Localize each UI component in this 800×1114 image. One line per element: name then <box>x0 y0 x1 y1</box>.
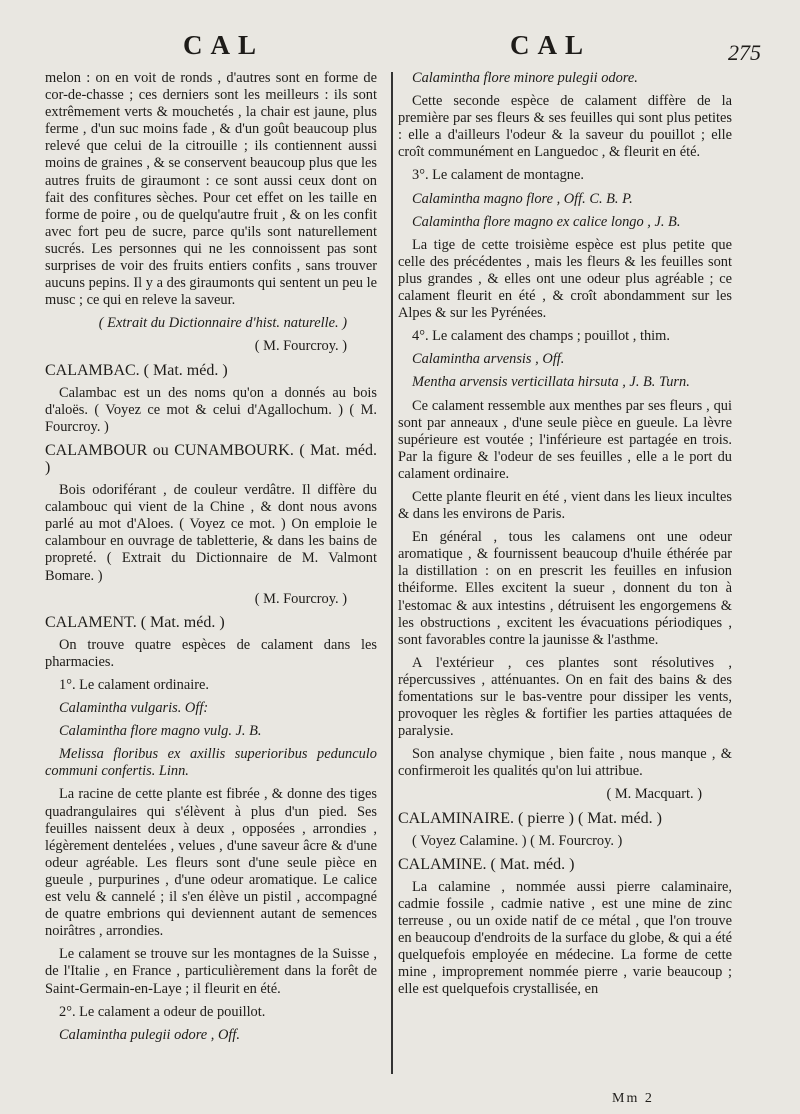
signature-mark: Mm 2 <box>612 1091 654 1106</box>
paragraph: On trouve quatre espèces de calament dans les pharmacies. <box>45 636 377 670</box>
paragraph: Le calament se trouve sur les montagnes de la Suisse , de l'Italie , en France , particulièrement dans la forêt de Saint-Germain-en-Laye ; il fleurit en été. <box>45 946 377 997</box>
paragraph: ( Voyez Calamine. ) ( M. Fourcroy. ) <box>412 832 623 849</box>
paragraph: ( M. Fourcroy. ) <box>254 590 347 607</box>
left-column <box>45 70 377 1050</box>
paragraph: En général , tous les calamens ont une odeur aromatique , & fournissent beaucoup d'huile éthérée par la distillation : on en prescrit les feuilles en infusion théiforme. Elles excitent la sueur , donnent du ton à l'estomac & aux intestins , détruisent les engorgemens & les obstructions , excitent les évacuations périodiques , sont favorables contre la jaunisse & l'asthme. <box>398 529 732 648</box>
page-number: 275 <box>728 40 761 65</box>
paragraph: ( Extrait du Dictionnaire d'hist. naturelle. ) <box>98 315 347 332</box>
paragraph: Cette seconde espèce de calament diffère de la première par ses fleurs & ses feuilles qui sont plus petites : elle a d'ailleurs l'odeur & la saveur du pouillot ; elle croît communément en Languedoc , & fleurit en été. <box>398 93 732 161</box>
paragraph: A l'extérieur , ces plantes sont résolutives , répercussives , atténuantes. On en fait des bains & des fomentations sur le bas-ventre pour dissiper les vents, provoquer les règles & fortifier les parties attaquées de paralysie. <box>398 654 732 740</box>
entry-headword: CALAMENT. ( Mat. méd. ) <box>45 613 225 631</box>
paragraph: Calamintha pulegii odore , Off. <box>59 1026 240 1043</box>
paragraph: La tige de cette troisième espèce est plus petite que celle des précédentes , mais les fleurs & les feuilles sont plus grandes , & elles ont une odeur plus agréable ; ce calament fleurit en été , & croît abondamment sur les Alpes & sur les Pyrénées. <box>398 236 732 322</box>
right-column <box>398 70 732 1005</box>
entry-headword: CALAMINAIRE. ( pierre ) ( Mat. méd. ) <box>398 809 662 827</box>
entry-headword: CALAMBAC. ( Mat. méd. ) <box>45 361 228 379</box>
running-head-right: CAL <box>510 30 592 60</box>
paragraph: Melissa floribus ex axillis superioribus pedunculo communi confertis. Linn. <box>45 746 377 780</box>
paragraph: Calamintha flore magno vulg. J. B. <box>59 723 262 740</box>
entry-headword: CALAMBOUR ou CUNAMBOURK. ( Mat. méd. ) <box>45 441 377 476</box>
paragraph: Bois odoriférant , de couleur verdâtre. Il diffère du calambouc qui vient de la Chine , & dont nous avons parlé au mot d'Aloes. ( Voyez ce mot. ) On emploie le calambour en ouvrage de tabletterie, & dans les bains de propreté. ( Extrait du Dictionnaire de M. Valmont Bomare. ) <box>45 482 377 584</box>
paragraph: La racine de cette plante est fibrée , & donne des tiges quadrangulaires qui s'élèvent à plus d'un pied. Ses feuilles naissent deux à deux , opposées , arrondies , légèrement dentelées , velues , d'une saveur âcre & d'une odeur agréable. Les fleurs sont d'une seule pièce en gueule , purpurines , d'une odeur aromatique. Le calice est velu & cannelé ; il s'en élève un pistil , accompagné de quatre embrions qui deviennent autant de semences noirâtres , arrondies. <box>45 786 377 940</box>
paragraph: Calamintha vulgaris. Off: <box>59 700 209 717</box>
paragraph: La calamine , nommée aussi pierre calaminaire, cadmie fossile , cadmie native , est une mine de zinc terreuse , ou un oxide natif de ce métal , que l'on trouve en beaucoup d'endroits de la surface du globe, & qui a été quelquefois employée en médecine. La forme de cette mine , improprement nommée pierre , varie beaucoup ; elle est quelquefois crystallisée, en <box>398 878 732 998</box>
paragraph: Calamintha magno flore , Off. C. B. P. <box>412 190 633 207</box>
paragraph: Ce calament ressemble aux menthes par ses fleurs , qui sont par anneaux , d'une seule pièce en gueule. La lèvre supérieure est voutée ; l'inférieure est partagée en trois. Par la figure & l'odeur de ses feuilles , elle a le port du calament ordinaire. <box>398 397 732 482</box>
paragraph: 3°. Le calament de montagne. <box>412 167 584 184</box>
paragraph: Mentha arvensis verticillata hirsuta , J. B. Turn. <box>412 374 690 391</box>
paragraph: 4°. Le calament des champs ; pouillot , thim. <box>412 328 670 345</box>
entry-headword: CALAMINE. ( Mat. méd. ) <box>398 855 575 873</box>
paragraph: ( M. Macquart. ) <box>606 786 702 803</box>
paragraph: ( M. Fourcroy. ) <box>254 338 347 355</box>
paragraph: Calamintha flore minore pulegii odore. <box>412 70 638 86</box>
paragraph: Calamintha arvensis , Off. <box>412 351 565 368</box>
paragraph: 2°. Le calament a odeur de pouillot. <box>59 1003 266 1020</box>
column-divider <box>391 72 393 1074</box>
paragraph: 1°. Le calament ordinaire. <box>59 677 209 693</box>
paragraph: Son analyse chymique , bien faite , nous manque , & confirmeroit les qualités qu'on lui attribue. <box>398 746 732 780</box>
running-head-left: CAL <box>183 30 265 60</box>
paragraph: Cette plante fleurit en été , vient dans les lieux incultes & dans les environs de Paris. <box>398 488 732 523</box>
paragraph: Calambac est un des noms qu'on a donnés au bois d'aloës. ( Voyez ce mot & celui d'Agallochum. ) ( M. Fourcroy. ) <box>45 384 377 435</box>
paragraph: Calamintha flore magno ex calice longo , J. B. <box>412 213 681 230</box>
paragraph: melon : on en voit de ronds , d'autres sont en forme de cor-de-chasse ; ces derniers sont les meilleurs : ils sont extrêmement verts & mouchetés , la chair est jaune, plus ferme , d'un suc moins fade , & d'un goût beaucoup plus relevé que celui de la citrouille ; ils contiennent aussi moins de graines , & se conservent beaucoup plus que les autres fruits de giraumont : ce sont aussi ceux dont on fait des confitures sèches. Pour cet effet on les taille en forme de poire , ou de quelqu'autre fruit , & on les confit avec fort peu de sucre, parce qu'ils sont naturellement sucrés. Les personnes qui ne les connoissent pas sont surprises de voir des fruits entiers confits , sans trouver aucuns pepins. Il y a des giraumonts qui sentent un peu le musc ; ce qui en releve la saveur. <box>45 70 377 309</box>
